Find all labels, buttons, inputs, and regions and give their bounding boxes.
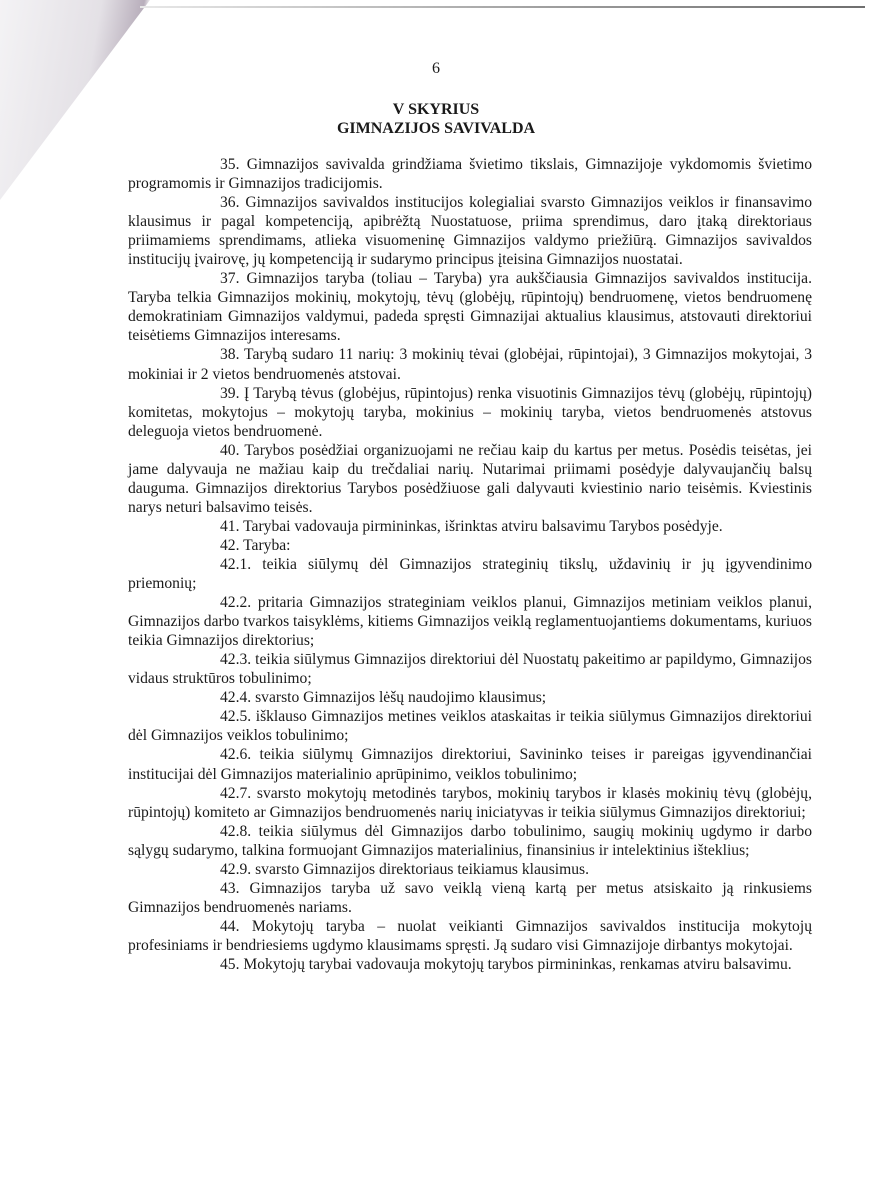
paragraph-42-3: 42.3. teikia siūlymus Gimnazijos direktoriui dėl Nuostatų pakeitimo ar papildymo, Gimnazijos vidaus struktūros tobulinimo;: [128, 651, 812, 688]
document-body: [128, 155, 812, 974]
paragraph-42-4: 42.4. svarsto Gimnazijos lėšų naudojimo klausimus;: [220, 689, 547, 707]
paragraph-42-9: 42.9. svarsto Gimnazijos direktoriaus teikiamus klausimus.: [220, 860, 590, 878]
paragraph-40: 40. Tarybos posėdžiai organizuojami ne rečiau kaip du kartus per metus. Posėdis teisėtas, jei jame dalyvauja ne mažiau kaip du trečdaliai narių. Nutarimai priimami posėdyje dalyvaujančių balsų dauguma. Gimnazijos direktorius Tarybos posėdžiuose gali dalyvauti kviestinio nario teisėmis. Kviestinis narys neturi balsavimo teisės.: [128, 441, 812, 516]
paragraph-38: 38. Tarybą sudaro 11 narių: 3 mokinių tėvai (globėjai, rūpintojai), 3 Gimnazijos mokytojai, 3 mokiniai ir 2 vietos bendruomenės atstovai.: [128, 346, 812, 383]
paragraph-45: 45. Mokytojų tarybai vadovauja mokytojų tarybos pirmininkas, renkamas atviru balsavimu.: [220, 955, 792, 973]
paragraph-42-6: 42.6. teikia siūlymų Gimnazijos direktoriui, Savininko teises ir pareigas įgyvendinančiai institucijai dėl Gimnazijos materialinio aprūpinimo, veiklos tobulinimo;: [128, 746, 812, 783]
paragraph-42-5: 42.5. išklauso Gimnazijos metines veiklos ataskaitas ir teikia siūlymus Gimnazijos direktoriui dėl Gimnazijos veiklos tobulinimo;: [128, 708, 812, 745]
paragraph-42-8: 42.8. teikia siūlymus dėl Gimnazijos darbo tobulinimo, saugių mokinių ugdymo ir darbo sąlygų sudarymo, talkina formuojant Gimnazijos materialinius, finansinius ir intelektinius išteklius;: [128, 822, 812, 859]
paragraph-42-2: 42.2. pritaria Gimnazijos strateginiam veiklos planui, Gimnazijos metiniam veiklos planui, Gimnazijos darbo tvarkos taisyklėms, kitiems Gimnazijos veiklą reglamentuojantiems dokumentams, kuriuos teikia Gimnazijos direktorius;: [128, 594, 812, 650]
paragraph-42-1: 42.1. teikia siūlymų dėl Gimnazijos strateginių tikslų, uždavinių ir jų įgyvendinimo priemonių;: [128, 555, 812, 593]
paragraph-42-7: 42.7. svarsto mokytojų metodinės tarybos, mokinių tarybos ir klasės mokinių tėvų (globėjų, rūpintojų) komiteto ar Gimnazijos bendruomenės narių iniciatyvas ir teikia siūlymus Gimnazijos direktoriui;: [128, 784, 812, 821]
paragraph-43: 43. Gimnazijos taryba už savo veiklą vieną kartą per metus atsiskaito ją rinkusiems Gimnazijos bendruomenės nariams.: [128, 879, 812, 916]
paragraph-39: 39. Į Tarybą tėvus (globėjus, rūpintojus) renka visuotinis Gimnazijos tėvų (globėjų, rūpintojų) komitetas, mokytojus – mokytojų taryba, mokinius – mokinių taryba, vietos bendruomenės atstovus deleguoja vietos bendruomenė.: [128, 384, 812, 440]
scan-edge-line: [140, 6, 865, 8]
paragraph-35: 35. Gimnazijos savivalda grindžiama švietimo tikslais, Gimnazijoje vykdomomis švietimo programomis ir Gimnazijos tradicijomis.: [128, 156, 812, 193]
chapter-title: GIMNAZIJOS SAVIVALDA: [336, 120, 536, 137]
page-number: 6: [432, 60, 440, 77]
chapter-number: V SKYRIUS: [392, 101, 480, 118]
paragraph-37: 37. Gimnazijos taryba (toliau – Taryba) yra aukščiausia Gimnazijos savivaldos institucija. Taryba telkia Gimnazijos mokinių, mokytojų, tėvų (globėjų, rūpintojų) bendruomenę, vietos bendruomenę demokratiniam Gimnazijos valdymui, padeda spręsti Gimnazijai aktualius klausimus, atstovauti direktoriui teisėtiems Gimnazijos interesams.: [128, 270, 812, 345]
chapter-heading: [0, 100, 872, 138]
paragraph-36: 36. Gimnazijos savivaldos institucijos kolegialiai svarsto Gimnazijos veiklos ir finansavimo klausimus ir pagal kompetenciją, apibrėžtą Nuostatuose, priima sprendimus, daro įtaką direktoriaus priimamiems sprendimams, atlieka visuomeninę Gimnazijos valdymo priežiūrą. Gimnazijos savivaldos institucijų įvairovę, jų kompetenciją ir sudarymo principus įteisina Gimnazijos nuostatai.: [128, 194, 812, 269]
paragraph-42: 42. Taryba:: [220, 536, 291, 554]
paragraph-44: 44. Mokytojų taryba – nuolat veikianti Gimnazijos savivaldos institucija mokytojų profesiniams ir bendriesiems ugdymo klausimams spręsti. Ją sudaro visi Gimnazijoje dirbantys mokytojai.: [128, 917, 812, 954]
paragraph-41: 41. Tarybai vadovauja pirmininkas, išrinktas atviru balsavimu Tarybos posėdyje.: [220, 517, 723, 535]
